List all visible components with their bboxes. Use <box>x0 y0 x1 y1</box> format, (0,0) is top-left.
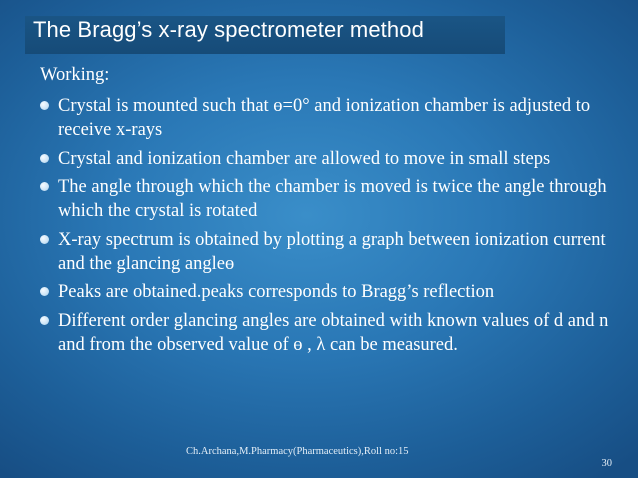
bullet-dot-icon <box>40 287 49 296</box>
bullet-item <box>40 147 620 171</box>
bullet-dot-icon <box>40 235 49 244</box>
bullet-text: Peaks are obtained.peaks corresponds to Bragg’s reflection <box>58 282 495 302</box>
slide-title: The Bragg’s x-ray spectrometer method <box>33 17 424 42</box>
bullet-dot-icon <box>40 316 49 325</box>
bullet-dot-icon <box>40 182 49 191</box>
bullet-item <box>40 228 620 276</box>
bullet-item <box>40 175 620 223</box>
bullet-dot-icon <box>40 154 49 163</box>
slide-subheading: Working: <box>40 65 110 85</box>
bullet-item <box>40 309 620 357</box>
bullet-dot-icon <box>40 101 49 110</box>
bullet-text: Crystal is mounted such that ɵ=0° and ionization chamber is adjusted to receive x-rays <box>58 96 591 140</box>
bullet-text: The angle through which the chamber is moved is twice the angle through which the crystal is rotated <box>58 177 607 221</box>
bullet-item <box>40 280 620 304</box>
bullet-text: X-ray spectrum is obtained by plotting a graph between ionization current and the glancing angleɵ <box>58 229 606 274</box>
page-number: 30 <box>601 458 612 469</box>
slide-footer: Ch.Archana,M.Pharmacy(Pharmaceutics),Roll no:15 <box>186 446 409 457</box>
bullet-text: Different order glancing angles are obtained with known values of d and n and from the observed value of ɵ , λ can be measured. <box>58 310 609 355</box>
bullet-list <box>40 94 620 361</box>
bullet-text: Crystal and ionization chamber are allowed to move in small steps <box>58 148 551 169</box>
bullet-item <box>40 94 620 142</box>
